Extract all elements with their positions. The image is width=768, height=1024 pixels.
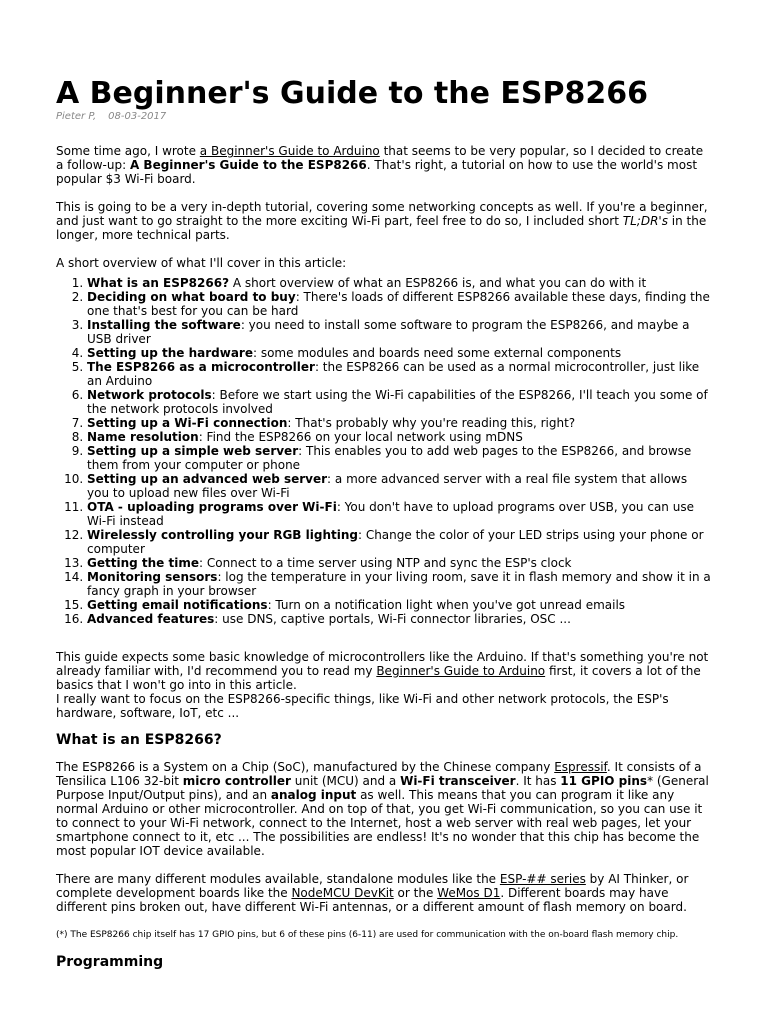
text-run: This is going to be a very in-depth tutorial, covering some networking concepts as well. If you're a beginner, and just want to go straight to the more exciting Wi-Fi part, feel free to do so, I included short xyxy=(56,200,708,228)
article-meta xyxy=(56,111,166,122)
prereq-paragraph-2: I really want to focus on the ESP8266-specific things, like Wi-Fi and other network protocols, the ESP's hardware, software, IoT, etc ... xyxy=(56,692,669,720)
overview-item-title: Getting the time xyxy=(87,556,199,570)
overview-item xyxy=(87,388,712,416)
bold-text: A Beginner's Guide to the ESP8266 xyxy=(129,158,367,172)
overview-item-text: : That's probably why you're reading this, right? xyxy=(287,416,576,430)
overview-item-title: Advanced features xyxy=(87,612,215,626)
overview-item-text: : There's loads of different ESP8266 available these days, finding the one that's best for you can be hard xyxy=(87,290,710,318)
overview-item xyxy=(87,500,712,528)
esp-series-link[interactable]: ESP-## series xyxy=(499,872,586,886)
text-run: There are many different modules available, standalone modules like the xyxy=(56,872,500,886)
overview-item-text: : Connect to a time server using NTP and sync the ESP's clock xyxy=(198,556,572,570)
overview-item-text: : Change the color of your LED strips using your phone or computer xyxy=(87,528,704,556)
intro-paragraph-3: A short overview of what I'll cover in this article: xyxy=(56,256,347,270)
overview-item xyxy=(87,276,712,290)
overview-item xyxy=(87,612,712,626)
overview-item-text: : log the temperature in your living room, save it in flash memory and show it in a fancy graph in your browser xyxy=(87,570,711,598)
arduino-guide-link[interactable]: a Beginner's Guide to Arduino xyxy=(199,144,380,158)
overview-item-title: Wirelessly controlling your RGB lighting xyxy=(87,528,358,542)
overview-item xyxy=(87,346,712,360)
overview-item-title: What is an ESP8266? xyxy=(87,276,230,290)
italic-text: TL;DR's xyxy=(622,214,668,228)
overview-item-title: The ESP8266 as a microcontroller xyxy=(87,360,315,374)
overview-item xyxy=(87,430,712,444)
text-run: . It has xyxy=(515,774,561,788)
overview-item-text: : a more advanced server with a real file system that allows you to upload new files over Wi-Fi xyxy=(87,472,688,500)
overview-item-title: Installing the software xyxy=(87,318,241,332)
text-run: Some time ago, I wrote xyxy=(56,144,200,158)
overview-item xyxy=(87,472,712,500)
section-heading-programming: Programming xyxy=(56,954,164,970)
text-run: by AI Thinker, or complete development boards like the xyxy=(56,872,689,900)
overview-item-text: : you need to install some software to program the ESP8266, and maybe a USB driver xyxy=(87,318,690,346)
page-title: A Beginner's Guide to the ESP8266 xyxy=(56,76,648,111)
author: Pieter P, xyxy=(56,111,97,122)
overview-item-text: : This enables you to add web pages to the ESP8266, and browse them from your computer or phone xyxy=(87,444,692,472)
overview-list xyxy=(56,276,712,626)
text-run: in the longer, more technical parts. xyxy=(56,214,707,242)
wemos-link[interactable]: WeMos D1 xyxy=(437,886,501,900)
section1-paragraph-2 xyxy=(56,872,712,914)
overview-item-title: Setting up an advanced web server xyxy=(87,472,328,486)
overview-item xyxy=(87,570,712,598)
text-run: . Different boards may have different pins broken out, have different Wi-Fi antennas, or a different amount of flash memory on board. xyxy=(56,886,687,914)
overview-item-text: : Turn on a notification light when you've got unread emails xyxy=(267,598,626,612)
prereq-paragraph-1 xyxy=(56,650,712,692)
intro-paragraph-2 xyxy=(56,200,712,242)
overview-item-text: : You don't have to upload programs over USB, you can use Wi-Fi instead xyxy=(87,500,694,528)
text-run: first, it covers a lot of the basics that I won't go into in this article. xyxy=(56,664,701,692)
nodemcu-link[interactable]: NodeMCU DevKit xyxy=(291,886,394,900)
overview-item-title: OTA - uploading programs over Wi-Fi xyxy=(87,500,337,514)
text-run: The ESP8266 is a System on a Chip (SoC), manufactured by the Chinese company xyxy=(56,760,555,774)
espressif-link[interactable]: Espressif xyxy=(554,760,607,774)
bold-text: Wi-Fi transceiver xyxy=(400,774,516,788)
section1-paragraph-1 xyxy=(56,760,712,858)
publish-date: 08-03-2017 xyxy=(108,111,167,122)
text-run: . It consists of a Tensilica L106 32-bit xyxy=(56,760,702,788)
overview-item-title: Setting up a simple web server xyxy=(87,444,299,458)
overview-item-title: Monitoring sensors xyxy=(87,570,218,584)
section-heading-what-is: What is an ESP8266? xyxy=(56,732,222,748)
bold-text: analog input xyxy=(270,788,357,802)
bold-text: micro controller xyxy=(182,774,291,788)
overview-item-title: Getting email notifications xyxy=(87,598,268,612)
overview-item-title: Deciding on what board to buy xyxy=(87,290,296,304)
text-run: . That's right, a tutorial on how to use the world's most popular $3 Wi-Fi board. xyxy=(56,158,698,186)
text-run: This guide expects some basic knowledge of microcontrollers like the Arduino. If that's something you're not already familiar with, I'd recommend you to read my xyxy=(56,650,709,678)
footnote: (*) The ESP8266 chip itself has 17 GPIO pins, but 6 of these pins (6-11) are used for communication with the on-board flash memory chip. xyxy=(56,930,679,940)
text-run: or the xyxy=(393,886,438,900)
overview-item-title: Network protocols xyxy=(87,388,212,402)
overview-item-text: : Before we start using the Wi-Fi capabilities of the ESP8266, I'll teach you some of the network protocols involved xyxy=(87,388,708,416)
overview-item-text: : the ESP8266 can be used as a normal microcontroller, just like an Arduino xyxy=(87,360,700,388)
text-run: unit (MCU) and a xyxy=(290,774,401,788)
intro-paragraph-1 xyxy=(56,144,712,186)
overview-item-title: Name resolution xyxy=(87,430,199,444)
overview-item xyxy=(87,360,712,388)
overview-item xyxy=(87,528,712,556)
overview-item-text: : Find the ESP8266 on your local network using mDNS xyxy=(198,430,523,444)
overview-item xyxy=(87,290,712,318)
bold-text: 11 GPIO pins xyxy=(560,774,648,788)
overview-item xyxy=(87,416,712,430)
text-run: that seems to be very popular, so I decided to create a follow-up: xyxy=(56,144,704,172)
overview-item-text: : some modules and boards need some external components xyxy=(252,346,622,360)
arduino-guide-link-2[interactable]: Beginner's Guide to Arduino xyxy=(376,664,546,678)
overview-item-title: Setting up the hardware xyxy=(87,346,253,360)
article-body xyxy=(56,144,712,970)
overview-item-title: Setting up a Wi-Fi connection xyxy=(87,416,288,430)
overview-item xyxy=(87,444,712,472)
overview-item xyxy=(87,318,712,346)
overview-item xyxy=(87,556,712,570)
overview-item xyxy=(87,598,712,612)
overview-item-text: : use DNS, captive portals, Wi-Fi connector libraries, OSC ... xyxy=(214,612,571,626)
text-run: * (General Purpose Input/Output pins), and an xyxy=(56,774,709,802)
text-run: as well. This means that you can program it like any normal Arduino or other microcontroller. And on top of that, you get Wi-Fi communication, so you can use it to connect to your Wi-Fi network, connect to the Internet, host a web server with real web pages, let your smartphone connect to it, etc ... The possibilities are endless! It's no wonder that this chip has become the most popular IOT device available. xyxy=(56,788,703,858)
overview-item-text: A short overview of what an ESP8266 is, and what you can do with it xyxy=(229,276,647,290)
